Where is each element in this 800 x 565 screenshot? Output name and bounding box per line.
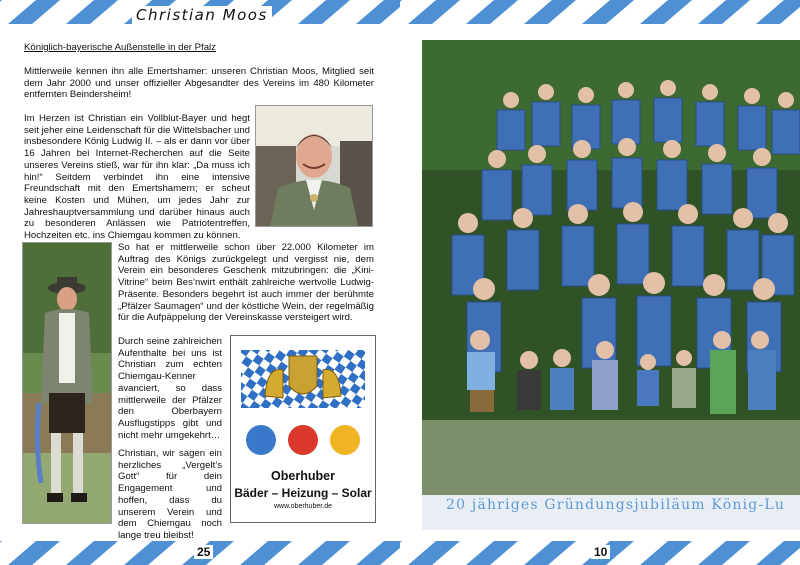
full-length-photo-christian <box>22 242 112 524</box>
closing-paragraph: Christian, wir sagen ein herzliches „Vergelt’s Gott“ für dein Engagement und hoffen, dass du unserem Verein und dem Chiemgau noch lange treu bleibst! <box>118 448 222 541</box>
page-header-title: Christian Moos <box>132 6 272 24</box>
portrait-photo-christian <box>255 105 373 227</box>
intro-paragraph: Mittlerweile kennen ihn alle Emertshamer: unseren Christian Moos, Mitglied seit dem Jahr 2000 und unser offizieller Abgesandter des Vereins im 480 Kilometer entfernten Beindersheim! <box>24 66 374 101</box>
body-paragraph-2: So hat er mittlerweile schon über 22.000 Kilometer im Auftrag des Königs zurückgelegt und vergisst nie, dem Verein ein besonderes Geschenk mitzubringen: die „Kini-Vitrine“ beim Bes’nwirt enthält zahlreiche wertvolle Ludwig-Präsente. Besonders begehrt ist auch immer der berühmte „Pfälzer Saumagen“ und der köstliche Wein, der regelmäßig für die Aufpäppelung der Vereinskasse versteigert wird. <box>118 242 374 324</box>
water-icon <box>246 425 276 455</box>
body-paragraph-1: Im Herzen ist Christian ein Vollblut-Bayer und hegt seit jeher eine Leidenschaft für die Wittelsbacher und insbesondere König Ludwig II. – als er dann vor über 16 Jahren bei Internet-Recherchen auf die Seite unseres Vereins stieß, war für ihn klar: „Da muss ich hin!“ Seitdem verbindet ihn eine intensive Freundschaft mit den Emertshamern; er scheut keine Kosten und Mühen, um jedes Jahr zur Jahreshauptversammlung und darüber hinaus auch zu besonderen Anlässen wie Patriotentreffen, Hochzeiten etc. ins Chiemgau kommen zu können. <box>24 113 250 242</box>
right-page <box>400 0 800 565</box>
coat-of-arms-icon <box>289 356 317 394</box>
page-number: 10 <box>591 545 610 559</box>
page-number: 25 <box>194 545 213 559</box>
bavarian-diamond-border-top <box>400 0 800 24</box>
group-photo-caption: 20 jähriges Gründungsjubiläum König-Lu <box>446 497 786 513</box>
ad-tagline: Bäder – Heizung – Solar <box>234 486 372 500</box>
oberhuber-advertisement <box>230 335 376 523</box>
ad-company-name: Oberhuber <box>271 469 335 483</box>
group-photo <box>422 40 800 530</box>
body-paragraph-3: Durch seine zahlreichen Aufenthalte bei uns ist Christian zum echten Chiemgau-Kenner avanciert, so dass mittlerweile der Pfälzer den Oberbayern Ausflugstipps gibt und nicht mehr umgekehrt… <box>118 336 222 441</box>
heating-icon <box>288 425 318 455</box>
solar-icon <box>330 425 360 455</box>
article-subtitle: Königlich-bayerische Außenstelle in der Pfalz <box>24 42 216 53</box>
ad-url: www.oberhuber.de <box>274 503 332 510</box>
